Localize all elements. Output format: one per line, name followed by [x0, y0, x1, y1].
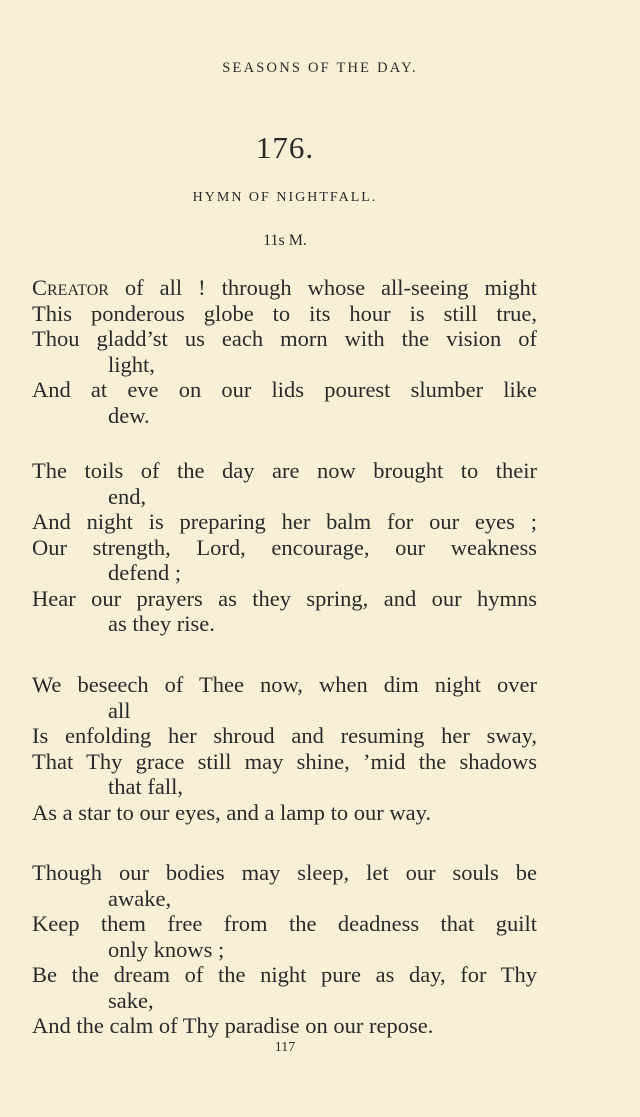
verse-line-continuation: awake, [108, 885, 172, 911]
verse-line-continuation: light, [108, 351, 155, 377]
first-word-smallcaps: Creator [32, 275, 109, 300]
verse-line-continuation: that fall, [108, 774, 183, 799]
verse-line: We beseech of Thee now, when dim night over [32, 672, 537, 697]
verse-line: As a star to our eyes, and a lamp to our way. [32, 799, 432, 825]
stanza-4 [32, 860, 537, 1039]
verse-line-rest: of all ! through whose all-seeing might [108, 275, 537, 300]
verse-line: And at eve on our lids pourest slumber like [32, 377, 537, 402]
verse-line: The toils of the day are now brought to their [32, 458, 537, 483]
stanza-1 [32, 275, 537, 428]
verse-line: Though our bodies may sleep, let our souls be [32, 860, 537, 885]
hymn-title: HYMN OF NIGHTFALL. [192, 190, 378, 205]
hymn-meter: 11s M. [263, 232, 307, 249]
verse-line-continuation: defend ; [108, 560, 182, 585]
verse-line-continuation: dew. [108, 402, 150, 428]
verse-line: Be the dream of the night pure as day, for Thy [32, 962, 537, 987]
verse-line [32, 275, 537, 301]
verse-line: Thou gladd’st us each morn with the vision of [32, 326, 537, 351]
verse-line: Hear our prayers as they spring, and our hymns [32, 585, 537, 611]
verse-line-continuation: end, [108, 483, 147, 509]
verse-line: That Thy grace still may shine, ’mid the shadows [32, 748, 537, 774]
verse-line-continuation: as they rise. [108, 611, 215, 636]
running-head: SEASONS OF THE DAY. [222, 60, 418, 76]
stanza-2 [32, 458, 537, 637]
verse-line: And the calm of Thy paradise on our repose. [32, 1013, 434, 1038]
verse-line-continuation: sake, [108, 987, 154, 1013]
stanza-3 [32, 672, 537, 825]
verse-line-continuation: all [108, 697, 131, 723]
page-number: 117 [274, 1040, 296, 1055]
verse-line: This ponderous globe to its hour is still true, [32, 300, 537, 326]
verse-line-continuation: only knows ; [108, 936, 225, 962]
verse-line: Keep them free from the deadness that guilt [32, 911, 537, 936]
verse-line: Our strength, Lord, encourage, our weakness [32, 534, 537, 560]
verse-line: Is enfolding her shroud and resuming her sway, [32, 723, 537, 748]
verse-line: And night is preparing her balm for our eyes ; [32, 509, 537, 534]
hymn-number: 176. [255, 130, 315, 165]
